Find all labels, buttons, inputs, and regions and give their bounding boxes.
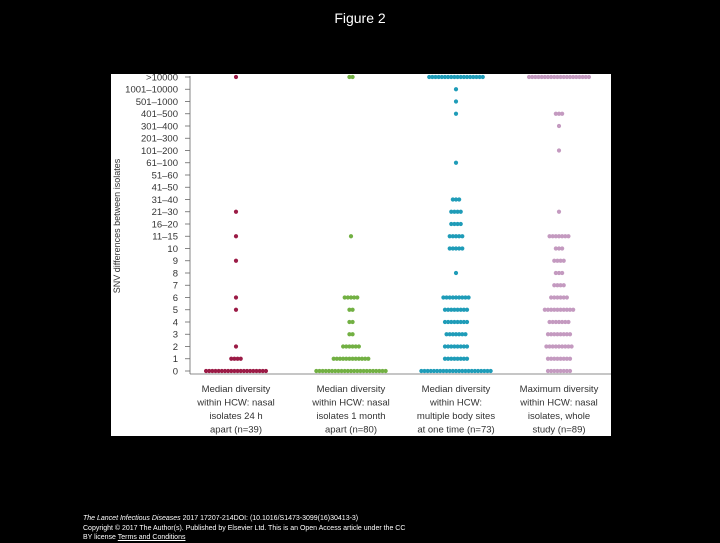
data-point: [465, 320, 469, 324]
data-point: [562, 283, 566, 287]
x-axis-labels: [196, 384, 598, 436]
data-point: [366, 357, 370, 361]
data-point: [264, 369, 268, 373]
x-group-label: isolates, whole: [527, 411, 591, 422]
data-point: [568, 369, 572, 373]
data-point: [489, 369, 493, 373]
data-point: [350, 332, 354, 336]
x-group-label: within HCW: nasal: [520, 397, 598, 409]
data-point: [349, 234, 353, 238]
y-tick-label: 1001–10000: [125, 84, 178, 96]
x-group-label: Median diversity: [201, 384, 271, 395]
data-point: [457, 197, 461, 201]
x-group-label: at one time (n=73): [417, 424, 495, 436]
data-point: [566, 320, 570, 324]
x-group-label: study (n=89): [532, 424, 586, 436]
terms-link[interactable]: Terms and Conditions: [117, 534, 186, 541]
data-point: [454, 99, 458, 103]
y-tick-label: 6: [172, 292, 178, 304]
y-tick-label: >10000: [146, 74, 178, 84]
data-point: [465, 357, 469, 361]
y-tick-label: 11–15: [152, 231, 178, 243]
data-point: [454, 271, 458, 275]
x-group-label: isolates 1 month: [316, 411, 386, 422]
data-point: [234, 75, 238, 79]
data-point: [560, 112, 564, 116]
data-point: [384, 369, 388, 373]
y-tick-label: 0: [172, 366, 178, 378]
data-point: [467, 295, 471, 299]
x-group-label: Maximum diversity: [519, 384, 599, 395]
data-point: [568, 332, 572, 336]
data-point: [234, 259, 238, 263]
data-point: [571, 308, 575, 312]
y-tick-label: 8: [172, 268, 178, 280]
x-group-label: within HCW: nasal: [197, 397, 275, 409]
data-point: [565, 295, 569, 299]
data-point: [234, 308, 238, 312]
figure-panel: [111, 74, 611, 436]
data-point: [557, 210, 561, 214]
citation-footer: [83, 514, 513, 543]
data-point: [557, 124, 561, 128]
y-tick-label: 1: [172, 354, 178, 366]
y-tick-label: 51–60: [151, 170, 178, 182]
x-group-label: within HCW:: [429, 397, 483, 409]
data-point: [557, 148, 561, 152]
y-tick-label: 4: [172, 317, 178, 329]
data-point: [481, 75, 485, 79]
y-tick-label: 7: [172, 280, 178, 292]
y-tick-label: 201–300: [141, 133, 178, 145]
x-group-label: Median diversity: [316, 384, 386, 395]
data-points: [204, 75, 591, 373]
data-point: [355, 295, 359, 299]
y-tick-label: 3: [172, 329, 178, 341]
y-tick-label: 9: [172, 256, 178, 268]
data-point: [234, 234, 238, 238]
data-point: [460, 246, 464, 250]
data-point: [459, 210, 463, 214]
y-tick-label: 101–200: [141, 145, 178, 157]
citation-doi: 2017 17207-214DOI: (10.1016/S1473-3099(16)30413-3): [180, 515, 359, 522]
x-group-label: multiple body sites: [416, 411, 496, 422]
y-tick-label: 31–40: [151, 194, 178, 206]
data-point: [570, 344, 574, 348]
data-point: [465, 344, 469, 348]
y-axis-ticks: [125, 74, 190, 377]
data-point: [350, 320, 354, 324]
x-group-label: within HCW: nasal: [312, 397, 390, 409]
data-point: [239, 357, 243, 361]
data-point: [465, 308, 469, 312]
y-tick-label: 10: [167, 243, 178, 255]
y-tick-label: 21–30: [151, 207, 178, 219]
snv-dot-plot: [111, 74, 611, 436]
x-group-label: apart (n=80): [324, 424, 378, 436]
y-tick-label: 61–100: [146, 158, 178, 170]
copyright-text: Copyright © 2017 The Author(s). Published by Elsevier Ltd. This is an Open Access article under the CC: [83, 524, 406, 532]
data-point: [357, 344, 361, 348]
x-group-label: apart (n=39): [209, 424, 263, 436]
data-point: [350, 75, 354, 79]
y-tick-label: 2: [172, 341, 178, 353]
y-tick-label: 5: [172, 305, 178, 317]
y-tick-label: 16–20: [151, 219, 178, 231]
data-point: [566, 234, 570, 238]
license-text: BY license: [83, 534, 118, 541]
data-point: [587, 75, 591, 79]
slide-title: Figure 2: [334, 10, 386, 26]
data-point: [234, 210, 238, 214]
y-tick-label: 501–1000: [135, 96, 178, 108]
y-tick-label: 401–500: [141, 109, 178, 121]
data-point: [562, 259, 566, 263]
data-point: [568, 357, 572, 361]
data-point: [454, 161, 458, 165]
y-axis-label: SNV differences between isolates: [112, 158, 122, 294]
data-point: [234, 344, 238, 348]
data-point: [463, 332, 467, 336]
data-point: [560, 246, 564, 250]
data-point: [459, 222, 463, 226]
y-tick-label: 41–50: [151, 182, 178, 194]
x-group-label: isolates 24 h: [209, 411, 263, 422]
data-point: [234, 295, 238, 299]
data-point: [460, 234, 464, 238]
data-point: [350, 308, 354, 312]
y-tick-label: 301–400: [141, 121, 178, 133]
journal-name: The Lancet Infectious Diseases: [83, 515, 181, 522]
data-point: [560, 271, 564, 275]
x-group-label: Median diversity: [421, 384, 491, 395]
data-point: [454, 112, 458, 116]
data-point: [454, 87, 458, 91]
